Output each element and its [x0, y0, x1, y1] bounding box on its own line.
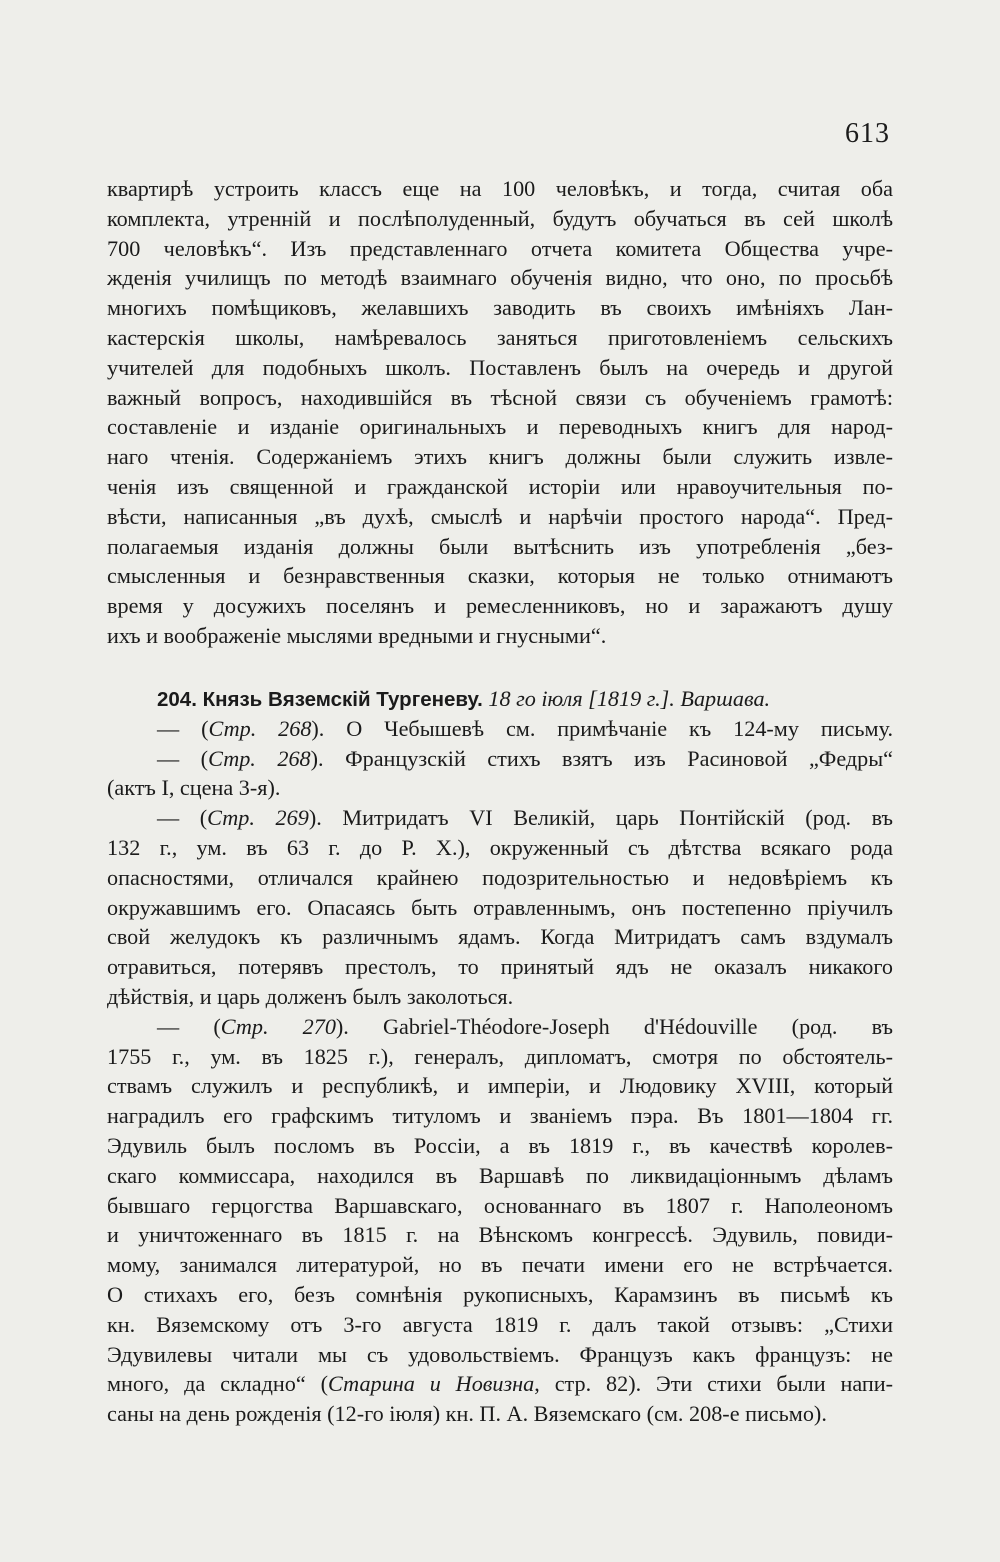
text-line: ченія изъ священной и гражданской исторіи или нравоучительныя по- — [107, 473, 893, 499]
note-line — [107, 1012, 893, 1042]
text-line: О стихахъ его, безъ сомнѣнія рукописныхъ, Карамзинъ въ письмѣ къ — [107, 1281, 893, 1307]
text-line: опасностями, отличался крайнею подозрительностью и недовѣріемъ къ — [107, 864, 893, 890]
note-text: ). Митридатъ VI Великій, царь Понтійскій (род. въ — [308, 805, 893, 831]
text-line: важный вопросъ, находившійся въ тѣсной связи съ обученіемъ грамотѣ: — [107, 384, 893, 410]
text-line: многихъ помѣщиковъ, желавшихъ заводить въ своихъ имѣніяхъ Лан- — [107, 295, 893, 321]
text-line: наградилъ его графскимъ титуломъ и званіемъ пэра. Въ 1801—1804 гг. — [107, 1103, 893, 1129]
letter-date: 18 го іюля [1819 г.]. — [488, 686, 675, 711]
note-line — [107, 714, 893, 744]
text-line: комплекта, утренній и послѣполуденный, будутъ обучаться въ сей школѣ — [107, 205, 893, 231]
text-line: жденія училищъ по методѣ взаимнаго обученія видно, что оно, по просьбѣ — [107, 265, 893, 291]
letter-heading-label: 204. Князь Вяземскій Тургеневу. — [157, 688, 483, 711]
page-number: 613 — [845, 118, 890, 149]
letter-place: Варшава. — [680, 686, 771, 711]
text-line: кастерскія школы, намѣревалось заняться приготовленіемъ сельскихъ — [107, 324, 893, 350]
text-line: составленіе и изданіе оригинальныхъ и переводныхъ книгъ для народ- — [107, 414, 893, 440]
text-line — [107, 1369, 893, 1399]
text-line: 132 г., ум. въ 63 г. до Р. Х.), окруженный съ дѣтства всякаго рода — [107, 834, 893, 860]
letter-204-notes — [107, 684, 893, 1429]
text-line: 1755 г., ум. въ 1825 г.), генералъ, дипломатъ, смотря по обстоятель- — [107, 1043, 893, 1069]
text-line: Эдувиль былъ посломъ въ Россіи, а въ 1819 г., въ качествѣ королев- — [107, 1132, 893, 1158]
note-text: ). Французскій стихъ взятъ изъ Расиновой „Федры“ — [310, 745, 893, 771]
note-dash: — ( — [157, 805, 208, 831]
text-line: (актъ I, сцена 3-я). — [107, 775, 281, 801]
text-line: кн. Вяземскому отъ 3-го августа 1819 г. далъ такой отзывъ: „Стихи — [107, 1311, 893, 1337]
text-line: окружавшимъ его. Опасаясь быть отравленнымъ, онъ постепенно пріучилъ — [107, 894, 893, 920]
note-dash: — ( — [157, 745, 209, 771]
page-reference: Стр. 270 — [220, 1013, 336, 1039]
text-line: Эдувилевы читали мы съ удовольствіемъ. Французъ какъ французъ: не — [107, 1341, 893, 1367]
text-line: свой желудокъ къ различнымъ ядамъ. Когда Митридатъ самъ вздумалъ — [107, 924, 893, 950]
text-line: вѣсти, написанныя „въ духѣ, смыслѣ и нарѣчіи простого народа“. Пред- — [107, 503, 893, 529]
text-line: учителей для подобныхъ школъ. Поставленъ былъ на очередь и другой — [107, 354, 893, 380]
text-line: наго чтенія. Содержаніемъ этихъ книгъ должны были служить извле- — [107, 444, 893, 470]
source-title: Старина и Новизна — [328, 1371, 535, 1397]
page-reference: Стр. 268 — [208, 745, 311, 771]
note-line — [107, 803, 893, 833]
letter-heading — [107, 684, 893, 714]
text-line: бывшаго герцогства Варшавскаго, основаннаго въ 1807 г. Наполеономъ — [107, 1192, 893, 1218]
text-line: и уничтоженнаго въ 1815 г. на Вѣнскомъ конгрессѣ. Эдувиль, повиди- — [107, 1222, 893, 1248]
text-line: скаго коммиссара, находился въ Варшавѣ по ликвидаціоннымъ дѣламъ — [107, 1162, 893, 1188]
note-text: ). О Чебышевѣ см. примѣчаніе къ 124-му письму. — [311, 715, 893, 741]
note-dash: — ( — [157, 1013, 221, 1039]
text-line: квартирѣ устроить классъ еще на 100 человѣкъ, и тогда, считая оба — [107, 176, 893, 201]
page-reference: Стр. 269 — [207, 805, 309, 831]
text-line: ихъ и воображеніе мыслями вредными и гнусными“. — [107, 622, 607, 648]
source-prefix: много, да складно“ ( — [107, 1371, 329, 1397]
text-line: дѣйствія, и царь долженъ былъ заколоться. — [107, 983, 514, 1009]
continued-paragraph — [107, 174, 893, 651]
page-reference: Стр. 268 — [208, 715, 312, 741]
text-line: ствамъ служилъ и республикѣ, и имперіи, и Людовику XVIII, который — [107, 1073, 893, 1099]
text-line: саны на день рожденія (12-го іюля) кн. П. А. Вяземскаго (см. 208-е письмо). — [107, 1401, 827, 1427]
note-text: ). Gabriel-Théodore-Joseph d'Hédouville (род. въ — [335, 1013, 893, 1039]
text-line: время у досужихъ поселянъ и ремесленниковъ, но и заражаютъ душу — [107, 593, 893, 619]
note-line — [107, 744, 893, 774]
text-line: 700 человѣкъ“. Изъ представленнаго отчета комитета Общества учре- — [107, 235, 893, 261]
note-dash: — ( — [157, 715, 209, 741]
text-line: мому, занимался литературой, но въ печати имени его не встрѣчается. — [107, 1252, 893, 1278]
text-line: смысленныя и безнравственныя сказки, которыя не только отнимаютъ — [107, 563, 893, 589]
text-line: полагаемыя изданія должны были вытѣснить изъ употребленія „без- — [107, 533, 893, 559]
text-line: отравиться, потерявъ престолъ, то принятый ядъ не оказалъ никакого — [107, 954, 893, 980]
source-suffix: , стр. 82). Эти стихи были напи- — [534, 1371, 893, 1397]
